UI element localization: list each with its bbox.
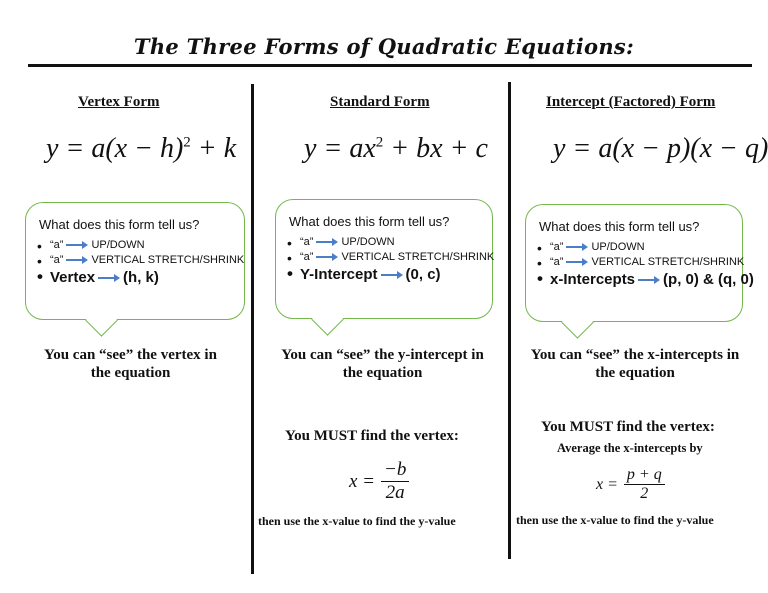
bubble-tail: [311, 303, 344, 336]
formula-rhs: + k: [190, 133, 237, 164]
bubble-item: • “a” VERTICAL STRETCH/SHRINK: [276, 251, 494, 263]
intercept-form-must-note: You MUST find the vertex:: [541, 419, 715, 435]
intercept-form-heading: Intercept (Factored) Form: [546, 94, 716, 110]
formula-rhs: + bx + c: [383, 133, 488, 164]
fraction-numerator: p + q: [624, 466, 665, 485]
vertex-form-heading: Vertex Form: [78, 94, 160, 110]
arrow-right-icon: [381, 270, 403, 280]
bubble-question: What does this form tell us?: [289, 214, 450, 229]
fraction-denominator: 2: [640, 485, 649, 502]
arrow-right-icon: [566, 257, 588, 267]
bubble-item-key-feature: • Vertex (h, k): [26, 269, 244, 286]
bubble-list: [526, 241, 754, 291]
vertex-formula-lhs: x =: [596, 475, 618, 493]
fraction-numerator: −b: [381, 459, 409, 482]
vertex-form-bubble: [25, 202, 245, 320]
standard-form-see-note: You can “see” the y-intercept in the equation: [281, 347, 484, 381]
fraction-denominator: 2a: [385, 482, 405, 503]
bubble-item: • “a” UP/DOWN: [526, 241, 754, 253]
bubble-question: What does this form tell us?: [539, 219, 700, 234]
bubble-tail: [85, 304, 118, 337]
bubble-list: [26, 239, 244, 289]
arrow-right-icon: [98, 273, 120, 283]
column-divider-right: [508, 82, 511, 559]
vertex-formula-fraction: [381, 459, 409, 504]
intercept-form-formula: y = a(x − p)(x − q): [553, 133, 768, 164]
arrow-right-icon: [66, 240, 88, 250]
bubble-question: What does this form tell us?: [39, 217, 200, 232]
intercept-form-then-note: then use the x-value to find the y-value: [516, 513, 714, 527]
standard-form-vertex-formula: [349, 459, 409, 504]
bubble-list: [276, 236, 494, 286]
bubble-tail: [561, 306, 594, 339]
bubble-item-key-feature: • x-Intercepts (p, 0) & (q, 0): [526, 271, 754, 288]
bubble-item: • “a” UP/DOWN: [276, 236, 494, 248]
vertex-form-see-note: You can “see” the vertex in the equation: [44, 347, 217, 381]
title-rule: [28, 64, 752, 67]
bubble-item-key-feature: • Y-Intercept (0, c): [276, 266, 494, 283]
arrow-right-icon: [66, 255, 88, 265]
bubble-item: • “a” VERTICAL STRETCH/SHRINK: [26, 254, 244, 266]
formula-lhs: y = ax: [304, 133, 376, 164]
formula-exponent: 2: [375, 134, 384, 151]
formula-lhs: y = a(x − h): [46, 133, 184, 164]
arrow-right-icon: [316, 237, 338, 247]
bubble-item: • “a” UP/DOWN: [26, 239, 244, 251]
arrow-right-icon: [566, 242, 588, 252]
page-title: The Three Forms of Quadratic Equations:: [133, 34, 635, 59]
intercept-form-average-note: Average the x-intercepts by: [557, 441, 703, 455]
vertex-form-formula: [46, 133, 236, 165]
standard-form-formula: [304, 133, 488, 165]
intercept-form-vertex-formula: [596, 466, 665, 503]
standard-form-then-note: then use the x-value to find the y-value: [258, 514, 456, 528]
vertex-formula-lhs: x =: [349, 470, 376, 492]
intercept-form-bubble: [525, 204, 754, 322]
vertex-formula-fraction: [624, 466, 665, 503]
standard-form-must-note: You MUST find the vertex:: [285, 428, 459, 444]
formula-exponent: 2: [183, 134, 191, 151]
arrow-right-icon: [316, 252, 338, 262]
intercept-form-see-note: You can “see” the x-intercepts in the equation: [530, 347, 740, 381]
column-divider-left: [251, 84, 254, 574]
standard-form-bubble: [275, 199, 493, 319]
bubble-item: • “a” VERTICAL STRETCH/SHRINK: [526, 256, 754, 268]
arrow-right-icon: [638, 275, 660, 285]
standard-form-heading: Standard Form: [330, 94, 430, 110]
